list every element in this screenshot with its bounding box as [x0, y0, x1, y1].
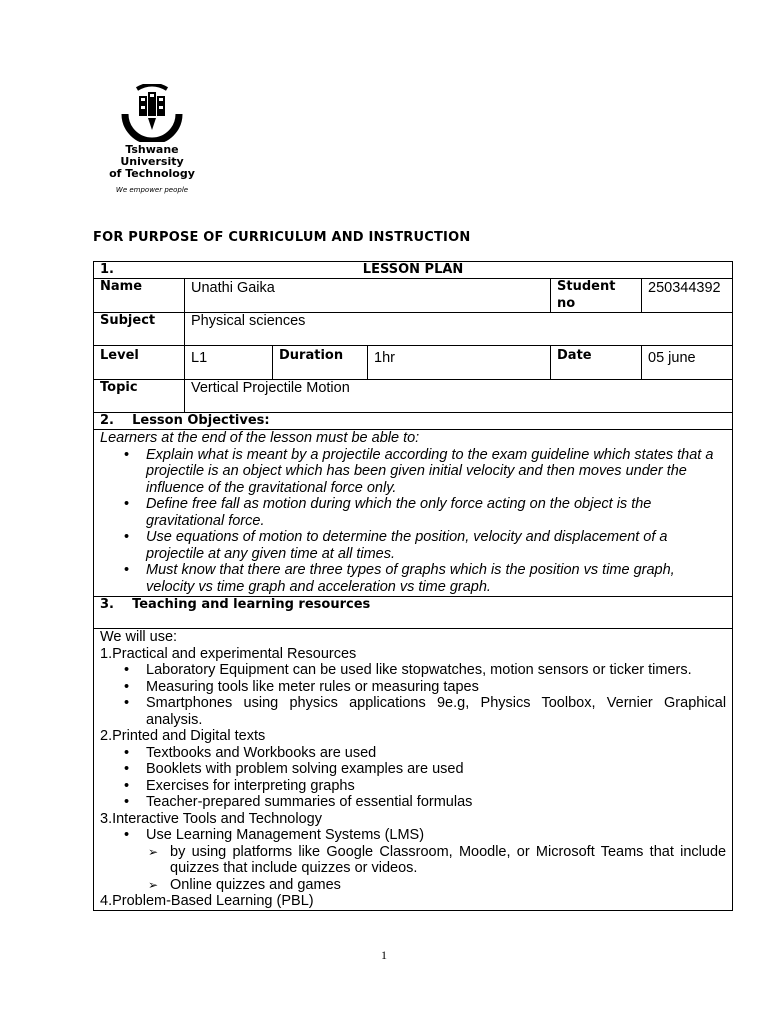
document-heading: FOR PURPOSE OF CURRICULUM AND INSTRUCTION: [93, 230, 471, 245]
topic-label: Topic: [94, 380, 185, 413]
header-number: 1.: [100, 262, 114, 277]
lesson-plan-header: [94, 262, 733, 279]
objectives-title: 2. Lesson Objectives:: [94, 413, 733, 430]
duration-label: Duration: [273, 346, 368, 380]
resource-item: • Exercises for interpreting graphs: [146, 778, 726, 795]
resources-title: 3. Teaching and learning resources: [94, 597, 733, 629]
resources-intro: We will use:: [100, 629, 178, 645]
resource-item: • Teacher-prepared summaries of essential formulas: [146, 794, 726, 811]
logo-line-2: of Technology: [109, 167, 195, 180]
resources-group-2-title: 2.Printed and Digital texts: [100, 728, 266, 744]
objectives-content: [94, 430, 733, 597]
student-no-value: 250344392: [642, 279, 733, 313]
resource-subitem: ➢ Online quizzes and games: [170, 877, 726, 894]
resource-item: • Textbooks and Workbooks are used: [146, 745, 726, 762]
name-value: Unathi Gaika: [185, 279, 551, 313]
resource-item: • Booklets with problem solving examples are used: [146, 761, 726, 778]
page-number: 1: [381, 948, 387, 962]
header-title: LESSON PLAN: [362, 262, 464, 277]
resources-content: [94, 629, 733, 911]
student-no-label: Student no: [551, 279, 642, 313]
resource-subitem: ➢ by using platforms like Google Classroom, Moodle, or Microsoft Teams that include quizzes that include quizzes or videos.: [170, 844, 726, 877]
level-value: L1: [185, 346, 273, 380]
resource-item: • Laboratory Equipment can be used like stopwatches, motion sensors or ticker timers.: [146, 662, 726, 679]
objective-item: • Must know that there are three types of graphs which is the position vs time graph, velocity vs time graph and acceleration vs time graph.: [146, 562, 726, 595]
name-label: Name: [94, 279, 185, 313]
subject-label: Subject: [94, 313, 185, 346]
name-row: [94, 279, 733, 313]
logo-tagline: We empower people: [115, 186, 189, 194]
logo-line-1: Tshwane University: [120, 143, 184, 168]
university-logo: [92, 84, 212, 194]
objectives-title-row: [94, 413, 733, 430]
objective-item: • Use equations of motion to determine the position, velocity and displacement of a projectile at any given time at all times.: [146, 529, 726, 562]
resource-item: • Smartphones using physics applications 9e.g, Physics Toolbox, Vernier Graphical analysis.: [146, 695, 726, 728]
objective-item: • Explain what is meant by a projectile according to the exam guideline which states that a projectile is an object which has been given initial velocity and then moves under the influence of the gravitational force only.: [146, 447, 726, 497]
objectives-intro: Learners at the end of the lesson must be able to:: [100, 430, 420, 446]
subject-value: Physical sciences: [185, 313, 733, 346]
subject-row: [94, 313, 733, 346]
date-label: Date: [551, 346, 642, 380]
lesson-plan-header-row: [94, 262, 733, 279]
duration-value: 1hr: [368, 346, 551, 380]
topic-value: Vertical Projectile Motion: [185, 380, 733, 413]
level-label: Level: [94, 346, 185, 380]
tut-emblem-icon: [117, 84, 187, 142]
resources-row: [94, 629, 733, 911]
date-value: 05 june: [642, 346, 733, 380]
resources-title-row: [94, 597, 733, 629]
topic-row: [94, 380, 733, 413]
resources-group-1-title: 1.Practical and experimental Resources: [100, 645, 357, 662]
level-row: [94, 346, 733, 380]
objectives-row: [94, 430, 733, 597]
resource-item: • Use Learning Management Systems (LMS): [146, 827, 726, 844]
objective-item: • Define free fall as motion during which the only force acting on the object is the gravitational force.: [146, 496, 726, 529]
resources-group-4-title: 4.Problem-Based Learning (PBL): [100, 893, 314, 909]
resource-item: • Measuring tools like meter rules or measuring tapes: [146, 679, 726, 696]
resources-group-3-title: 3.Interactive Tools and Technology: [100, 810, 322, 827]
lesson-plan-table: [93, 261, 733, 911]
